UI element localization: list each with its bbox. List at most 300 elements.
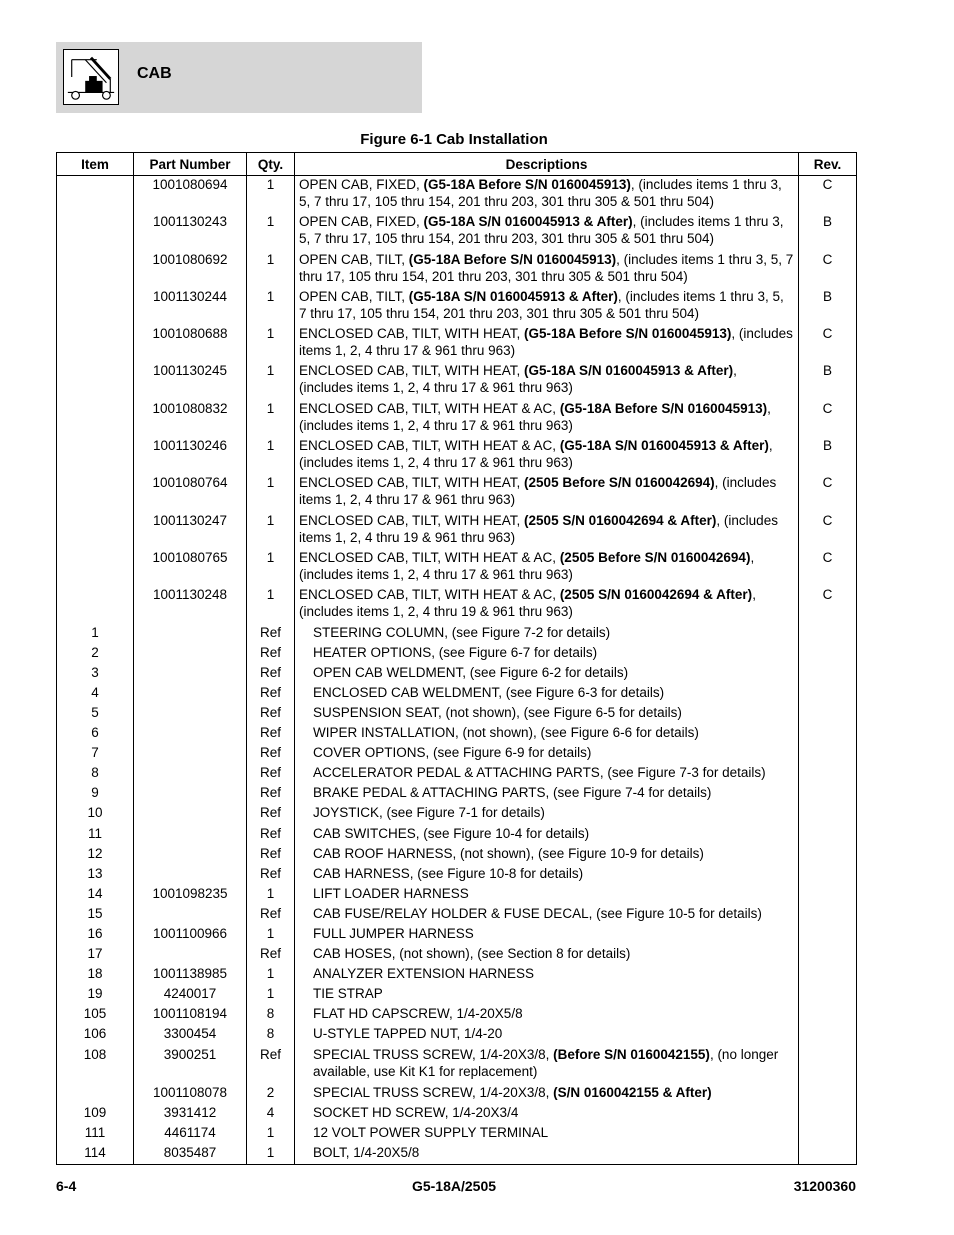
- revision-cell: [799, 684, 857, 704]
- quantity-cell: Ref: [247, 764, 295, 784]
- part-number-cell: [134, 945, 247, 965]
- table-row: [57, 251, 857, 288]
- table-row: [57, 664, 857, 684]
- table-row: [57, 362, 857, 399]
- revision-cell: [799, 704, 857, 724]
- quantity-cell: Ref: [247, 905, 295, 925]
- description-text: ENCLOSED CAB, TILT, WITH HEAT,: [299, 512, 525, 528]
- item-number-cell: [57, 1084, 134, 1104]
- description-cell: [295, 474, 799, 511]
- description-cell: [295, 885, 799, 905]
- item-number-cell: 1: [57, 624, 134, 644]
- table-row: [57, 744, 857, 764]
- description-text: , (includes items 1 thru 3, 5, 7 thru 17, 105 thru 154, 201 thru 203, 301 thru 305 & 501 thru 504): [299, 214, 784, 247]
- revision-cell: C: [799, 400, 857, 437]
- description-text: ENCLOSED CAB, TILT, WITH HEAT & AC,: [299, 400, 560, 416]
- parts-table: [56, 152, 857, 1165]
- revision-cell: [799, 624, 857, 644]
- item-number-cell: [57, 549, 134, 586]
- table-row: [57, 724, 857, 744]
- item-number-cell: 5: [57, 704, 134, 724]
- description-text: BRAKE PEDAL & ATTACHING PARTS, (see Figure 7-4 for details): [313, 785, 712, 801]
- description-cell: [295, 925, 799, 945]
- table-row: [57, 1046, 857, 1084]
- quantity-cell: Ref: [247, 804, 295, 824]
- description-serial-bold: (G5-18A Before S/N 0160045913): [559, 400, 768, 416]
- part-number-cell: 3900251: [134, 1046, 247, 1084]
- part-number-cell: 1001130247: [134, 512, 247, 549]
- part-number-cell: 1001138985: [134, 965, 247, 985]
- item-number-cell: 18: [57, 965, 134, 985]
- revision-cell: [799, 1104, 857, 1124]
- part-number-cell: [134, 825, 247, 845]
- description-text: COVER OPTIONS, (see Figure 6-9 for details): [313, 745, 592, 761]
- description-text: OPEN CAB, TILT,: [299, 288, 409, 304]
- footer-model: G5-18A/2505: [411, 1178, 497, 1194]
- revision-cell: [799, 1084, 857, 1104]
- description-text: , (includes items 1 thru 3, 5, 7 thru 17, 105 thru 154, 201 thru 203, 301 thru 305 & 501 thru 504): [299, 177, 782, 209]
- item-number-cell: [57, 474, 134, 511]
- part-number-cell: 1001100966: [134, 925, 247, 945]
- quantity-cell: Ref: [247, 845, 295, 865]
- quantity-cell: 1: [247, 474, 295, 511]
- table-row: [57, 288, 857, 325]
- description-serial-bold: (G5-18A S/N 0160045913 & After): [423, 214, 633, 230]
- description-text: SPECIAL TRUSS SCREW, 1/4-20X3/8,: [313, 1046, 554, 1062]
- part-number-cell: [134, 865, 247, 885]
- revision-cell: C: [799, 512, 857, 549]
- description-serial-bold: (S/N 0160042155 & After): [553, 1084, 712, 1100]
- quantity-cell: 1: [247, 586, 295, 623]
- part-number-cell: [134, 905, 247, 925]
- description-text: STEERING COLUMN, (see Figure 7-2 for details): [313, 624, 611, 640]
- table-row: [57, 804, 857, 824]
- item-number-cell: 111: [57, 1124, 134, 1144]
- quantity-cell: 2: [247, 1084, 295, 1104]
- part-number-cell: [134, 764, 247, 784]
- description-cell: [295, 704, 799, 724]
- description-cell: [295, 325, 799, 362]
- item-number-cell: 108: [57, 1046, 134, 1084]
- description-text: ANALYZER EXTENSION HARNESS: [313, 966, 535, 982]
- description-text: OPEN CAB, TILT,: [299, 251, 409, 267]
- revision-cell: [799, 825, 857, 845]
- table-row: [57, 704, 857, 724]
- table-row: [57, 644, 857, 664]
- table-header-row: [57, 153, 857, 176]
- quantity-cell: Ref: [247, 784, 295, 804]
- description-text: LIFT LOADER HARNESS: [313, 885, 469, 901]
- description-cell: [295, 400, 799, 437]
- description-text: , (no longer available, use Kit K1 for replacement): [313, 1046, 779, 1079]
- description-cell: [295, 624, 799, 644]
- description-text: , (includes items 1 thru 3, 5, 7 thru 17, 105 thru 154, 201 thru 203, 301 thru 305 & 501 thru 504): [299, 251, 794, 284]
- table-row: [57, 512, 857, 549]
- col-header-item: Item: [57, 153, 134, 176]
- description-serial-bold: (2505 Before S/N 0160042694): [559, 549, 751, 565]
- description-cell: [295, 213, 799, 250]
- revision-cell: B: [799, 437, 857, 474]
- item-number-cell: 7: [57, 744, 134, 764]
- table-row: [57, 865, 857, 885]
- description-text: FULL JUMPER HARNESS: [313, 925, 474, 941]
- revision-cell: C: [799, 176, 857, 214]
- revision-cell: C: [799, 251, 857, 288]
- filler-cell: [247, 1164, 295, 1165]
- revision-cell: [799, 925, 857, 945]
- table-row: [57, 437, 857, 474]
- part-number-cell: [134, 724, 247, 744]
- part-number-cell: 1001080694: [134, 176, 247, 214]
- description-text: , (includes items 1, 2, 4 thru 17 & 961 thru 963): [299, 400, 771, 433]
- description-cell: [295, 176, 799, 214]
- part-number-cell: 3931412: [134, 1104, 247, 1124]
- revision-cell: [799, 845, 857, 865]
- table-row: [57, 764, 857, 784]
- item-number-cell: 105: [57, 1005, 134, 1025]
- description-cell: [295, 1144, 799, 1164]
- revision-cell: B: [799, 362, 857, 399]
- quantity-cell: Ref: [247, 1046, 295, 1084]
- description-text: , (includes items 1, 2, 4 thru 17 & 961 thru 963): [299, 326, 793, 359]
- description-cell: [295, 586, 799, 623]
- description-text: CAB HOSES, (not shown), (see Section 8 for details): [313, 946, 631, 962]
- parts-body: [57, 176, 857, 1165]
- revision-cell: C: [799, 325, 857, 362]
- part-number-cell: [134, 804, 247, 824]
- description-serial-bold: (G5-18A S/N 0160045913 & After): [408, 288, 618, 304]
- quantity-cell: Ref: [247, 704, 295, 724]
- quantity-cell: 1: [247, 325, 295, 362]
- item-number-cell: 12: [57, 845, 134, 865]
- description-text: , (includes items 1, 2, 4 thru 17 & 961 thru 963): [299, 549, 755, 582]
- description-text: 12 VOLT POWER SUPPLY TERMINAL: [313, 1124, 549, 1140]
- part-number-cell: 3300454: [134, 1025, 247, 1045]
- description-cell: [295, 644, 799, 664]
- col-header-descriptions: Descriptions: [295, 153, 799, 176]
- part-number-cell: 1001130248: [134, 586, 247, 623]
- description-cell: [295, 764, 799, 784]
- table-row: [57, 925, 857, 945]
- footer-doc-number: 31200360: [793, 1178, 856, 1194]
- item-number-cell: [57, 512, 134, 549]
- description-cell: [295, 965, 799, 985]
- footer-page-number: 6-4: [56, 1178, 77, 1194]
- cab-machine-icon: [64, 50, 118, 104]
- description-cell: [295, 549, 799, 586]
- description-serial-bold: (G5-18A Before S/N 0160045913): [524, 326, 732, 342]
- revision-cell: [799, 1046, 857, 1084]
- quantity-cell: 1: [247, 965, 295, 985]
- revision-cell: [799, 965, 857, 985]
- table-row: [57, 549, 857, 586]
- description-text: , (includes items 1, 2, 4 thru 19 & 961 thru 963): [299, 512, 778, 545]
- description-cell: [295, 1046, 799, 1084]
- description-text: , (includes items 1, 2, 4 thru 19 & 961 thru 963): [299, 587, 756, 620]
- quantity-cell: 1: [247, 176, 295, 214]
- quantity-cell: 1: [247, 1124, 295, 1144]
- description-text: , (includes items 1, 2, 4 thru 17 & 961 thru 963): [299, 475, 777, 508]
- part-number-cell: 8035487: [134, 1144, 247, 1164]
- description-cell: [295, 985, 799, 1005]
- item-number-cell: 15: [57, 905, 134, 925]
- part-number-cell: [134, 624, 247, 644]
- description-text: SOCKET HD SCREW, 1/4-20X3/4: [313, 1104, 519, 1120]
- table-row: [57, 945, 857, 965]
- quantity-cell: Ref: [247, 644, 295, 664]
- description-serial-bold: (Before S/N 0160042155): [553, 1046, 710, 1062]
- description-serial-bold: (2505 Before S/N 0160042694): [524, 475, 715, 491]
- item-number-cell: 8: [57, 764, 134, 784]
- table-row: [57, 474, 857, 511]
- item-number-cell: 2: [57, 644, 134, 664]
- item-number-cell: 106: [57, 1025, 134, 1045]
- part-number-cell: [134, 684, 247, 704]
- quantity-cell: 1: [247, 925, 295, 945]
- part-number-cell: 1001080764: [134, 474, 247, 511]
- item-number-cell: 114: [57, 1144, 134, 1164]
- part-number-cell: 4461174: [134, 1124, 247, 1144]
- part-number-cell: 1001098235: [134, 885, 247, 905]
- quantity-cell: Ref: [247, 684, 295, 704]
- table-row: [57, 885, 857, 905]
- description-cell: [295, 1084, 799, 1104]
- table-row: [57, 325, 857, 362]
- table-row: [57, 684, 857, 704]
- description-cell: [295, 845, 799, 865]
- item-number-cell: [57, 288, 134, 325]
- revision-cell: [799, 1144, 857, 1164]
- quantity-cell: 8: [247, 1005, 295, 1025]
- filler-cell: [57, 1164, 134, 1165]
- description-cell: [295, 362, 799, 399]
- description-text: CAB HARNESS, (see Figure 10-8 for details): [313, 865, 584, 881]
- table-row: [57, 845, 857, 865]
- description-text: ENCLOSED CAB, TILT, WITH HEAT & AC,: [299, 549, 560, 565]
- part-number-cell: [134, 784, 247, 804]
- description-text: HEATER OPTIONS, (see Figure 6-7 for details): [313, 644, 598, 660]
- quantity-cell: 1: [247, 985, 295, 1005]
- revision-cell: [799, 744, 857, 764]
- description-cell: [295, 684, 799, 704]
- quantity-cell: 1: [247, 362, 295, 399]
- description-serial-bold: (G5-18A S/N 0160045913 & After): [524, 363, 734, 379]
- item-number-cell: 109: [57, 1104, 134, 1124]
- part-number-cell: [134, 704, 247, 724]
- part-number-cell: 1001130246: [134, 437, 247, 474]
- quantity-cell: 1: [247, 885, 295, 905]
- description-text: BOLT, 1/4-20X5/8: [313, 1144, 420, 1160]
- part-number-cell: [134, 744, 247, 764]
- table-row: [57, 1084, 857, 1104]
- description-text: ENCLOSED CAB, TILT, WITH HEAT,: [299, 326, 525, 342]
- filler-cell: [134, 1164, 247, 1165]
- part-number-cell: [134, 664, 247, 684]
- description-serial-bold: (G5-18A Before S/N 0160045913): [423, 177, 631, 192]
- item-number-cell: [57, 176, 134, 214]
- description-text: ENCLOSED CAB, TILT, WITH HEAT & AC,: [299, 438, 560, 454]
- revision-cell: B: [799, 288, 857, 325]
- description-text: CAB ROOF HARNESS, (not shown), (see Figure 10-9 for details): [313, 845, 704, 861]
- part-number-cell: 1001080765: [134, 549, 247, 586]
- description-text: OPEN CAB WELDMENT, (see Figure 6-2 for details): [313, 664, 629, 680]
- part-number-cell: 1001080832: [134, 400, 247, 437]
- quantity-cell: Ref: [247, 825, 295, 845]
- description-text: ENCLOSED CAB, TILT, WITH HEAT & AC,: [299, 587, 560, 603]
- table-row: [57, 985, 857, 1005]
- description-text: JOYSTICK, (see Figure 7-1 for details): [313, 805, 545, 821]
- filler-cell: [295, 1164, 799, 1165]
- description-cell: [295, 804, 799, 824]
- table-row: [57, 825, 857, 845]
- description-text: , (includes items 1 thru 3, 5, 7 thru 17, 105 thru 154, 201 thru 203, 301 thru 305 & 501 thru 504): [299, 288, 784, 321]
- item-number-cell: 14: [57, 885, 134, 905]
- description-text: ENCLOSED CAB, TILT, WITH HEAT,: [299, 475, 525, 491]
- item-number-cell: [57, 586, 134, 623]
- description-cell: [295, 512, 799, 549]
- quantity-cell: Ref: [247, 945, 295, 965]
- revision-cell: B: [799, 213, 857, 250]
- quantity-cell: 1: [247, 288, 295, 325]
- description-text: ACCELERATOR PEDAL & ATTACHING PARTS, (see Figure 7-3 for details): [313, 765, 766, 781]
- table-row: [57, 1005, 857, 1025]
- description-serial-bold: (2505 S/N 0160042694 & After): [559, 587, 753, 603]
- description-cell: [295, 1005, 799, 1025]
- col-header-qty: Qty.: [247, 153, 295, 176]
- figure-title: Figure 6-1 Cab Installation: [360, 131, 548, 148]
- description-text: TIE STRAP: [313, 986, 383, 1002]
- revision-cell: [799, 664, 857, 684]
- item-number-cell: [57, 400, 134, 437]
- table-row: [57, 586, 857, 623]
- item-number-cell: [57, 213, 134, 250]
- revision-cell: C: [799, 474, 857, 511]
- description-cell: [295, 1124, 799, 1144]
- revision-cell: [799, 784, 857, 804]
- item-number-cell: 17: [57, 945, 134, 965]
- quantity-cell: Ref: [247, 744, 295, 764]
- description-text: U-STYLE TAPPED NUT, 1/4-20: [313, 1026, 503, 1042]
- table-row: [57, 1124, 857, 1144]
- description-text: OPEN CAB, FIXED,: [299, 214, 424, 230]
- item-number-cell: 10: [57, 804, 134, 824]
- col-header-rev: Rev.: [799, 153, 857, 176]
- description-text: CAB SWITCHES, (see Figure 10-4 for details): [313, 825, 590, 841]
- description-cell: [295, 784, 799, 804]
- description-cell: [295, 437, 799, 474]
- description-cell: [295, 288, 799, 325]
- item-number-cell: 9: [57, 784, 134, 804]
- item-number-cell: 16: [57, 925, 134, 945]
- part-number-cell: [134, 644, 247, 664]
- part-number-cell: 1001080692: [134, 251, 247, 288]
- section-logo: [63, 49, 119, 105]
- part-number-cell: 1001130245: [134, 362, 247, 399]
- description-cell: [295, 251, 799, 288]
- quantity-cell: 1: [247, 213, 295, 250]
- description-cell: [295, 825, 799, 845]
- quantity-cell: 1: [247, 1144, 295, 1164]
- revision-cell: [799, 804, 857, 824]
- description-text: SPECIAL TRUSS SCREW, 1/4-20X3/8,: [313, 1084, 554, 1100]
- revision-cell: [799, 865, 857, 885]
- part-number-cell: 1001130244: [134, 288, 247, 325]
- item-number-cell: 11: [57, 825, 134, 845]
- item-number-cell: 19: [57, 985, 134, 1005]
- item-number-cell: [57, 362, 134, 399]
- description-serial-bold: (2505 S/N 0160042694 & After): [524, 512, 717, 528]
- revision-cell: [799, 1005, 857, 1025]
- table-row: [57, 1025, 857, 1045]
- description-cell: [295, 945, 799, 965]
- table-row: [57, 905, 857, 925]
- quantity-cell: 1: [247, 437, 295, 474]
- table-row: [57, 213, 857, 250]
- item-number-cell: 3: [57, 664, 134, 684]
- quantity-cell: Ref: [247, 724, 295, 744]
- description-cell: [295, 865, 799, 885]
- revision-cell: [799, 945, 857, 965]
- quantity-cell: 8: [247, 1025, 295, 1045]
- description-text: , (includes items 1, 2, 4 thru 17 & 961 thru 963): [299, 438, 773, 471]
- quantity-cell: 1: [247, 549, 295, 586]
- description-cell: [295, 1025, 799, 1045]
- revision-cell: [799, 905, 857, 925]
- quantity-cell: Ref: [247, 865, 295, 885]
- description-serial-bold: (G5-18A S/N 0160045913 & After): [559, 438, 769, 454]
- description-cell: [295, 664, 799, 684]
- quantity-cell: 1: [247, 512, 295, 549]
- description-text: OPEN CAB, FIXED,: [299, 177, 424, 192]
- part-number-cell: 1001108194: [134, 1005, 247, 1025]
- description-text: SUSPENSION SEAT, (not shown), (see Figure 6-5 for details): [313, 704, 682, 720]
- table-row: [57, 1104, 857, 1124]
- description-text: , (includes items 1, 2, 4 thru 17 & 961 thru 963): [299, 363, 737, 396]
- quantity-cell: Ref: [247, 624, 295, 644]
- quantity-cell: 1: [247, 251, 295, 288]
- part-number-cell: 1001080688: [134, 325, 247, 362]
- item-number-cell: [57, 437, 134, 474]
- table-row: [57, 965, 857, 985]
- description-cell: [295, 724, 799, 744]
- revision-cell: C: [799, 549, 857, 586]
- quantity-cell: 4: [247, 1104, 295, 1124]
- item-number-cell: [57, 251, 134, 288]
- description-cell: [295, 744, 799, 764]
- item-number-cell: [57, 325, 134, 362]
- part-number-cell: 4240017: [134, 985, 247, 1005]
- table-filler-row: [57, 1164, 857, 1165]
- col-header-part-number: Part Number: [134, 153, 247, 176]
- revision-cell: [799, 764, 857, 784]
- description-text: FLAT HD CAPSCREW, 1/4-20X5/8: [313, 1006, 523, 1022]
- revision-cell: [799, 724, 857, 744]
- table-row: [57, 1144, 857, 1164]
- table-row: [57, 624, 857, 644]
- revision-cell: [799, 1025, 857, 1045]
- item-number-cell: 13: [57, 865, 134, 885]
- item-number-cell: 4: [57, 684, 134, 704]
- table-row: [57, 400, 857, 437]
- revision-cell: [799, 985, 857, 1005]
- description-text: CAB FUSE/RELAY HOLDER & FUSE DECAL, (see Figure 10-5 for details): [313, 905, 762, 921]
- revision-cell: C: [799, 586, 857, 623]
- quantity-cell: Ref: [247, 664, 295, 684]
- description-serial-bold: (G5-18A Before S/N 0160045913): [408, 251, 617, 267]
- item-number-cell: 6: [57, 724, 134, 744]
- table-row: [57, 176, 857, 214]
- description-cell: [295, 905, 799, 925]
